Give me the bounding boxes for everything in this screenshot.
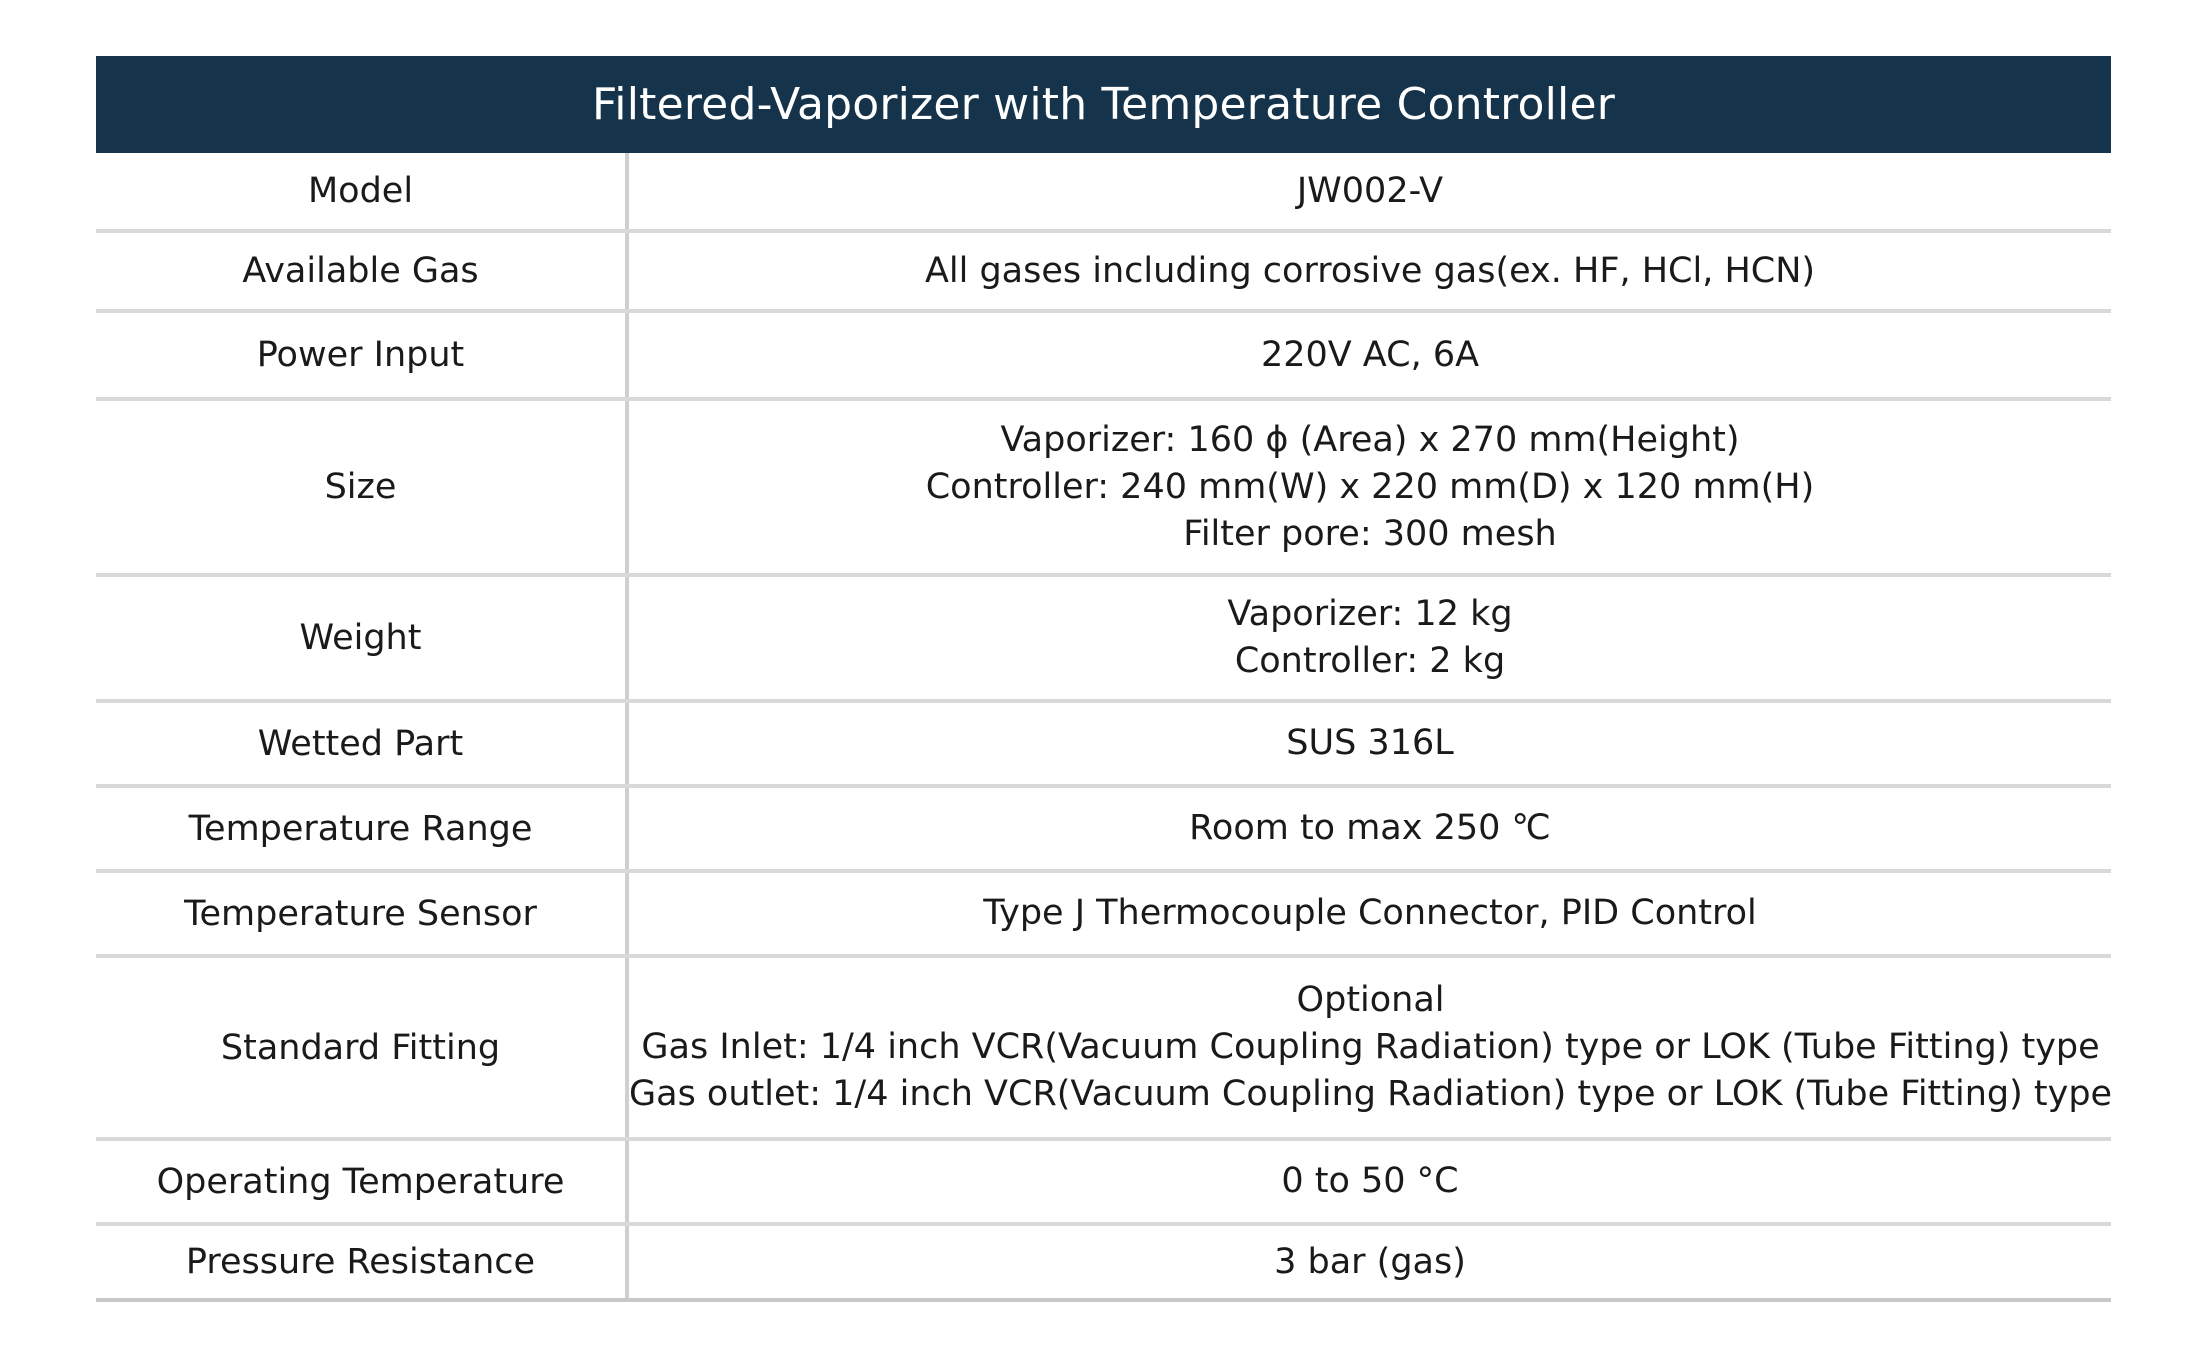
value-line: Gas Inlet: 1/4 inch VCR(Vacuum Coupling Radiation) type or LOK (Tube Fitting) type (641, 1027, 2100, 1067)
value-line: Gas outlet: 1/4 inch VCR(Vacuum Coupling Radiation) type or LOK (Tube Fitting) type (629, 1074, 2113, 1114)
table-row (96, 313, 2111, 401)
row-value (629, 1141, 2111, 1222)
row-label: Wetted Part (96, 703, 629, 784)
row-label: Operating Temperature (96, 1141, 629, 1222)
table-row (96, 401, 2111, 577)
value-line: Vaporizer: 12 kg (1227, 594, 1513, 634)
value-line: Room to max 250 ℃ (1189, 808, 1551, 848)
value-line: Type J Thermocouple Connector, PID Control (983, 893, 1757, 933)
value-line: 3 bar (gas) (1274, 1241, 1466, 1282)
row-label: Available Gas (96, 233, 629, 309)
row-label: Power Input (96, 313, 629, 397)
value-line: Vaporizer: 160 ϕ (Area) x 270 mm(Height) (1000, 419, 1740, 460)
row-label: Standard Fitting (96, 958, 629, 1137)
row-value (629, 1226, 2111, 1298)
value-line: 220V AC, 6A (1260, 334, 1480, 375)
row-value (629, 401, 2111, 573)
row-value (629, 233, 2111, 309)
row-value (629, 958, 2112, 1137)
row-label: Temperature Range (96, 788, 629, 869)
value-line: 0 to 50 °C (1281, 1161, 1459, 1201)
row-value (629, 703, 2111, 784)
value-line: JW002-V (1296, 170, 1444, 211)
table-row (96, 788, 2111, 873)
row-value (629, 313, 2111, 397)
row-label: Model (96, 153, 629, 229)
table-title: Filtered-Vaporizer with Temperature Controller (96, 56, 2111, 153)
table-row (96, 233, 2111, 313)
table-row (96, 873, 2111, 958)
value-line: Controller: 240 mm(W) x 220 mm(D) x 120 mm(H) (925, 466, 1815, 507)
row-value (629, 153, 2111, 229)
row-value (629, 873, 2111, 954)
row-value (629, 788, 2111, 869)
value-line: All gases including corrosive gas(ex. HF, HCl, HCN) (924, 250, 1816, 291)
table-row (96, 958, 2111, 1141)
row-label: Pressure Resistance (96, 1226, 629, 1298)
spec-table (96, 56, 2111, 1302)
value-line: Controller: 2 kg (1234, 641, 1506, 681)
table-row (96, 703, 2111, 788)
row-label: Size (96, 401, 629, 573)
value-line: Filter pore: 300 mesh (1183, 513, 1557, 554)
table-row (96, 153, 2111, 233)
row-value (629, 577, 2111, 699)
table-row (96, 1141, 2111, 1226)
table-row (96, 577, 2111, 703)
table-row (96, 1226, 2111, 1302)
row-label: Temperature Sensor (96, 873, 629, 954)
value-line: SUS 316L (1286, 723, 1454, 763)
value-line: Optional (1296, 980, 1445, 1020)
row-label: Weight (96, 577, 629, 699)
